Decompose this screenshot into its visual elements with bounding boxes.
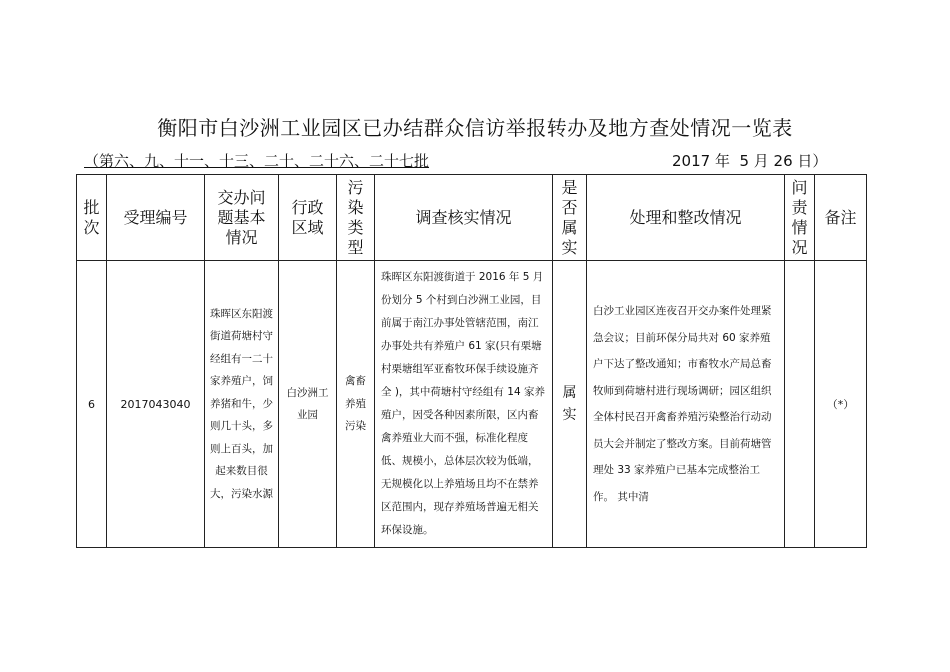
header-accountability: 问责情况 bbox=[785, 175, 815, 261]
table-row bbox=[77, 261, 867, 548]
cell-batch: 6 bbox=[77, 261, 107, 548]
header-number: 受理编号 bbox=[107, 175, 205, 261]
header-remarks: 备注 bbox=[815, 175, 867, 261]
cell-handling: 白沙工业园区连夜召开交办案件处理紧急会议；目前环保分局共对 60 家养殖户下达了整改通知；市畜牧水产局总畜牧师到荷塘村进行现场调研；园区组织全体村民召开禽畜养殖污染整治行动动员大会并制定了整改方案。目前荷塘管理处 33 家养殖户已基本完成整治工作。 其中清 bbox=[587, 261, 785, 548]
batch-subtitle bbox=[84, 150, 429, 171]
report-table bbox=[76, 174, 867, 548]
header-handling: 处理和整改情况 bbox=[587, 175, 785, 261]
batch-subtitle-text: （第六、九、十一、十三、二十、二十六、二十七批 bbox=[84, 152, 430, 170]
header-pollution-type: 污染类型 bbox=[337, 175, 375, 261]
cell-issue: 珠晖区东阳渡街道荷塘村守经组有一二十家养殖户，饲养猪和牛，少则几十头，多则上百头，加起来数目很大，污染水源 bbox=[205, 261, 279, 548]
date-subtitle: 2017 年 5 月 26 日） bbox=[672, 152, 828, 170]
cell-verified: 属实 bbox=[553, 261, 587, 548]
page-title: 衡阳市白沙洲工业园区已办结群众信访举报转办及地方查处情况一览表 bbox=[157, 116, 793, 140]
header-region: 行政区域 bbox=[279, 175, 337, 261]
header-investigation: 调查核实情况 bbox=[375, 175, 553, 261]
cell-remarks: （*） bbox=[815, 261, 867, 548]
cell-accountability bbox=[785, 261, 815, 548]
cell-region: 白沙洲工业园 bbox=[279, 261, 337, 548]
cell-investigation: 珠晖区东阳渡街道于 2016 年 5 月份划分 5 个村到白沙洲工业园，目前属于南江办事处管辖范围，南江办事处共有养殖户 61 家(只有栗塘村栗塘组军亚畜牧环保手续设施齐全 )，其中荷塘村守经组有 14 家养殖户，因受各种因素所限，区内畜禽养殖业大而不强，标准化程度低、规模小，总体层次较为低端，无规模化以上养殖场且均不在禁养区范围内，现存养殖场普遍无相关环保设施。 bbox=[375, 261, 553, 548]
cell-pollution-type: 禽畜养殖污染 bbox=[337, 261, 375, 548]
table-header-row bbox=[77, 175, 867, 261]
header-issue: 交办问题基本情况 bbox=[205, 175, 279, 261]
header-batch: 批次 bbox=[77, 175, 107, 261]
cell-number: 2017043040 bbox=[107, 261, 205, 548]
header-verified: 是否属实 bbox=[553, 175, 587, 261]
